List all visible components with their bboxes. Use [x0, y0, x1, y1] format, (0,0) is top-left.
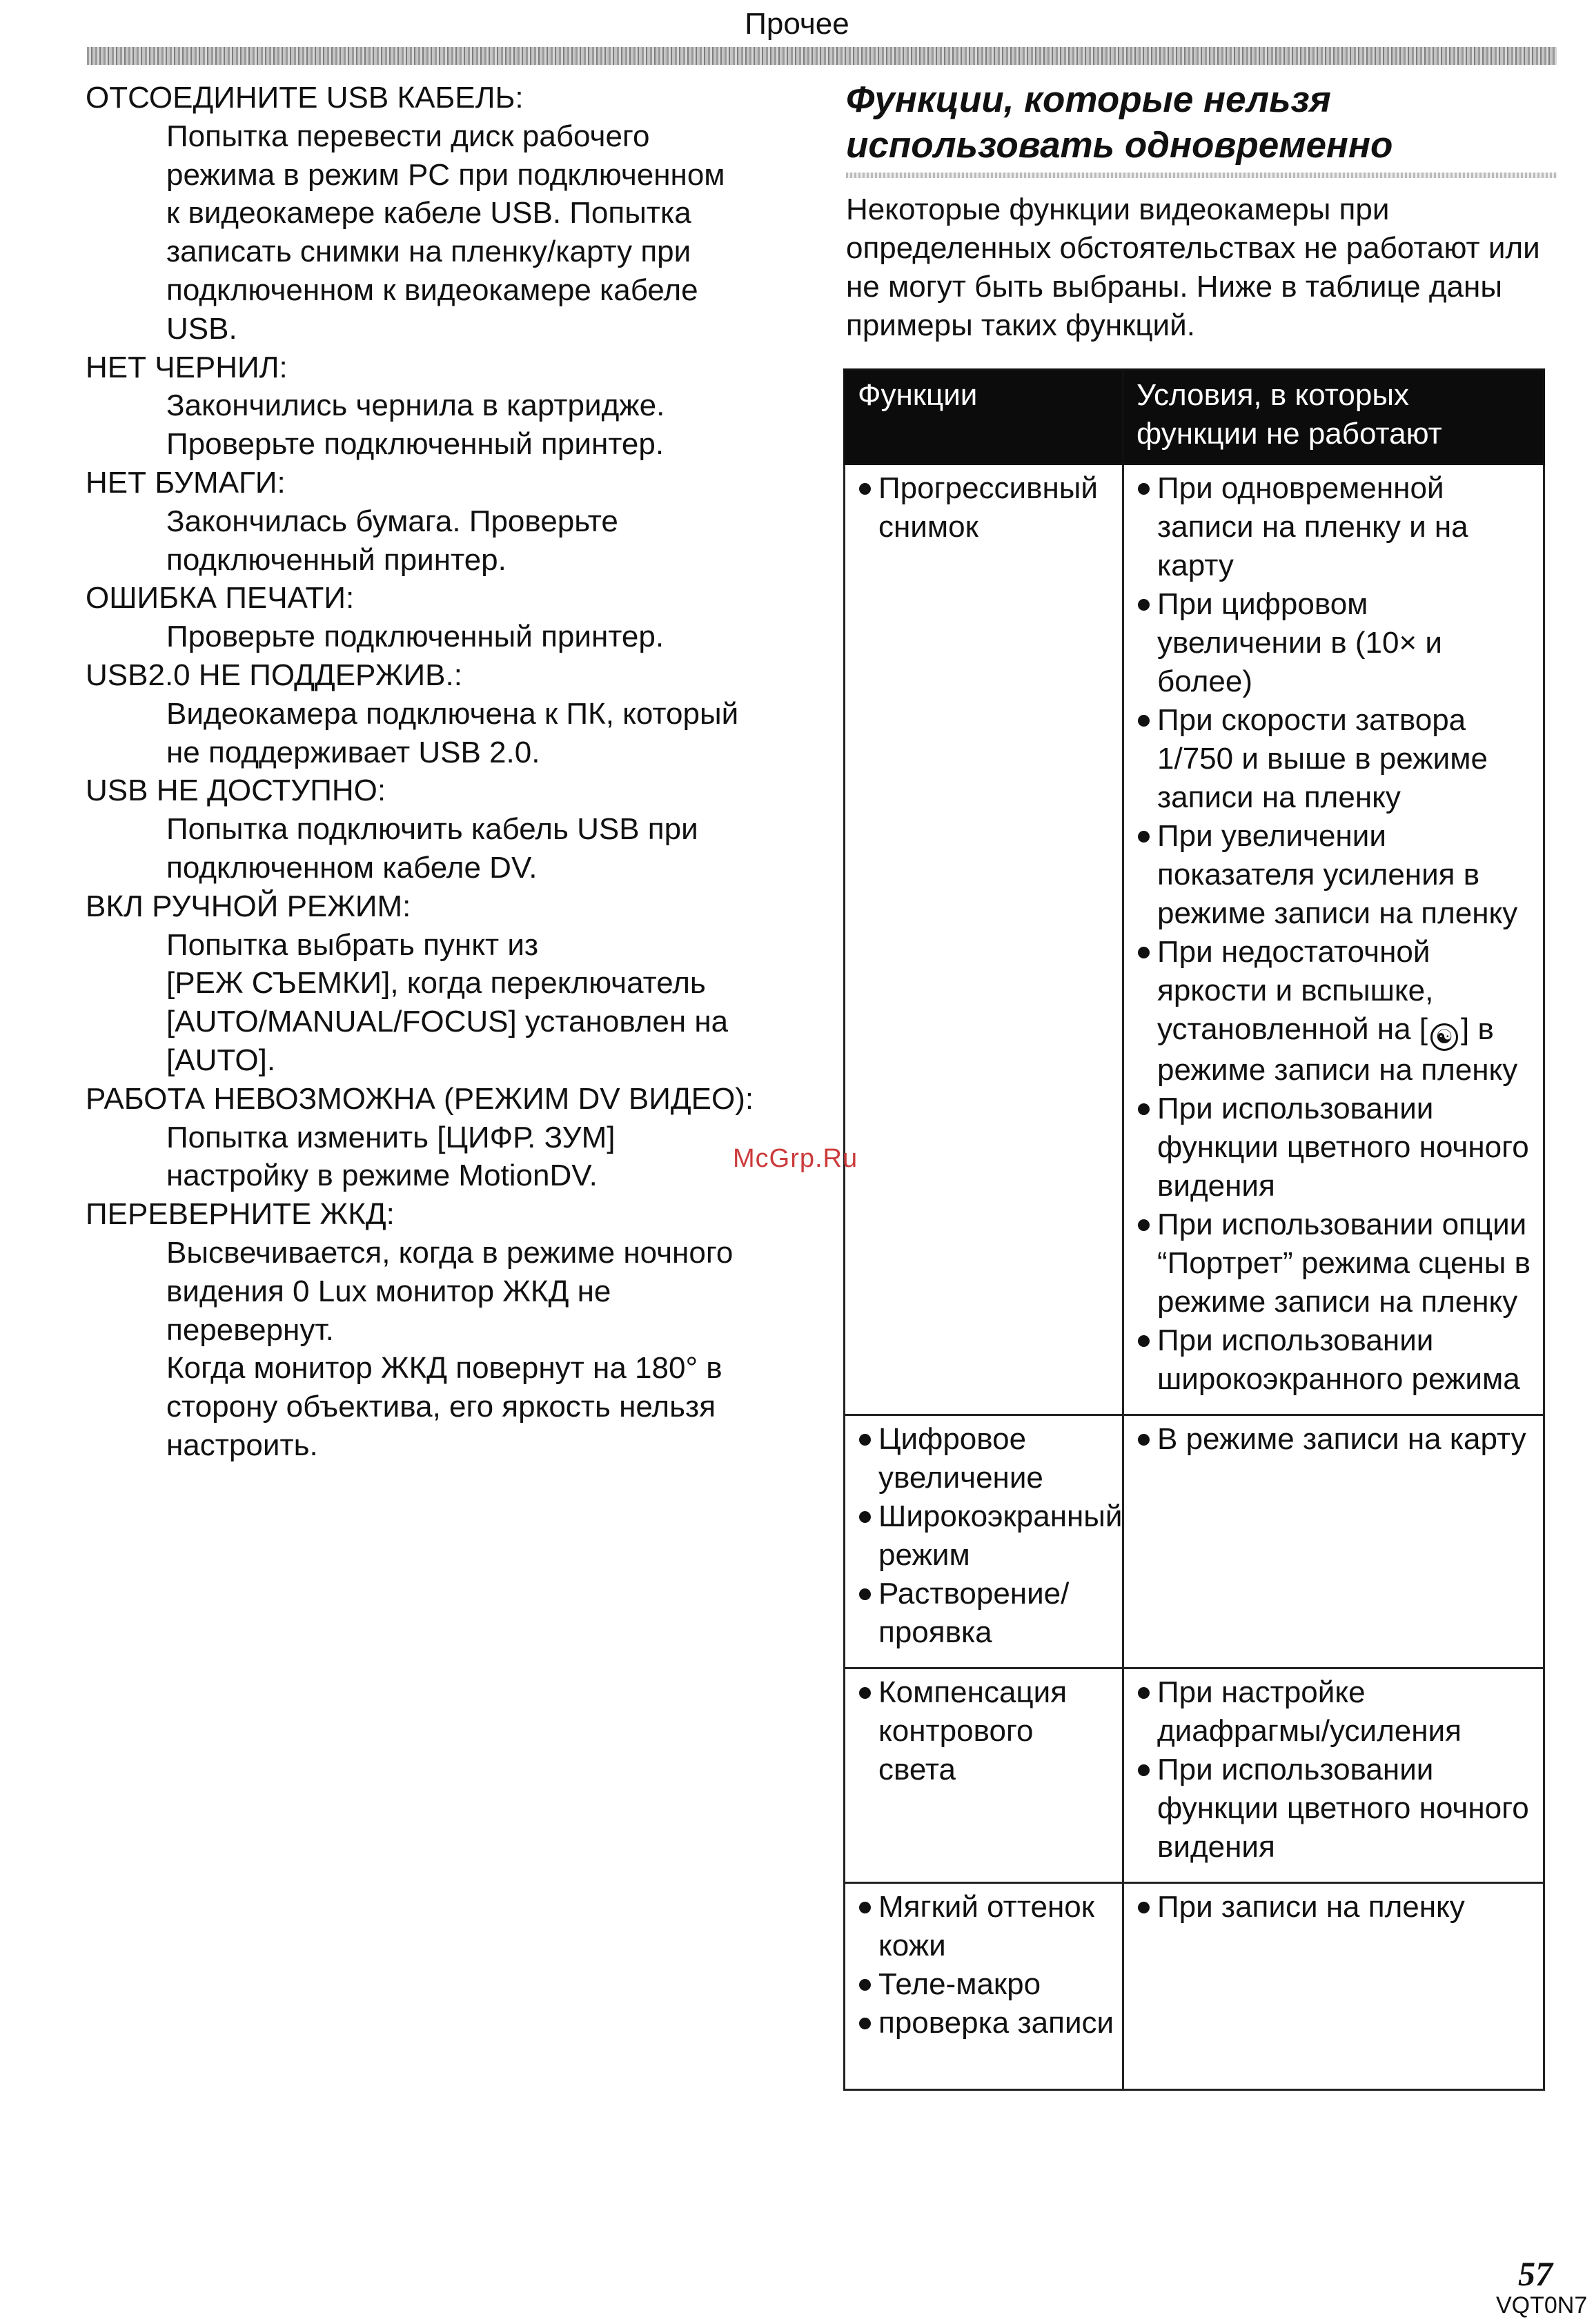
description-line: к видеокамере кабеле USB. Попытка [166, 196, 691, 230]
condition-item: При скорости затвора 1/750 и выше в режиме записи на пленку [1134, 701, 1536, 817]
description-line: Высвечивается, когда в режиме ночного [166, 1235, 734, 1270]
message-usb-unavailable [86, 771, 817, 887]
table-row [845, 1883, 1544, 2090]
message-description [166, 502, 817, 580]
conditions-cell [1123, 464, 1544, 1415]
functions-cell [845, 464, 1123, 1415]
header-conditions: Условия, в которых функции не работают [1123, 370, 1544, 464]
message-flip-lcd [86, 1195, 817, 1465]
description-line: не поддерживает USB 2.0. [166, 735, 540, 769]
description-line: Проверьте подключенный принтер. [166, 620, 665, 654]
description-line: подключенном кабеле DV. [166, 850, 538, 885]
function-item: Мягкий оттенок кожи [855, 1888, 1115, 1965]
section-title: Функции, которые нельзя использовать одновременно [846, 79, 1393, 166]
description-line: записать снимки на пленку/карту при [166, 235, 691, 269]
page-number: 57 [1518, 2254, 1553, 2293]
description-line: Когда монитор ЖКД повернут на 180° в [166, 1351, 722, 1386]
condition-item: При увеличении показателя усиления в режиме записи на пленку [1134, 817, 1536, 933]
message-description [166, 926, 817, 1080]
message-print-error [86, 579, 817, 656]
description-line: перевернут. [166, 1312, 334, 1347]
table-header-row [845, 370, 1544, 464]
functions-cell [845, 1668, 1123, 1883]
description-line: видения 0 Lux монитор ЖКД не [166, 1274, 611, 1308]
header-decorative-band [87, 47, 1557, 65]
message-usb2-unsupported [86, 656, 817, 771]
condition-item-flash [1134, 933, 1536, 1090]
message-title: USB2.0 НЕ ПОДДЕРЖИВ.: [86, 658, 462, 692]
message-operation-impossible [86, 1080, 817, 1195]
condition-text-tail: ] в режиме записи на пленку [1157, 1012, 1518, 1087]
condition-item: При цифровом увеличении в (10× и более) [1134, 585, 1536, 701]
condition-item: При использовании функции цветного ночного видения [1134, 1751, 1536, 1867]
site-watermark: McGrp.Ru [733, 1144, 858, 1173]
function-item: Цифровое увеличение [855, 1420, 1115, 1497]
table-row [845, 1415, 1544, 1668]
message-no-ink [86, 348, 817, 464]
description-line: Попытка выбрать пункт из [166, 927, 539, 962]
functions-cell [845, 1883, 1123, 2090]
description-line: сторону объектива, его яркость нельзя [166, 1390, 716, 1424]
condition-item: В режиме записи на карту [1134, 1420, 1536, 1459]
message-title: ОТСОЕДИНИТЕ USB КАБЕЛЬ: [86, 81, 524, 115]
table-row [845, 464, 1544, 1415]
message-description [166, 695, 817, 772]
condition-item: При использовании широкоэкранного режима [1134, 1321, 1536, 1399]
table-row [845, 1668, 1544, 1883]
section-title-rule [846, 173, 1557, 178]
function-conflict-table [843, 368, 1545, 2091]
function-item: Компенсация контрового света [855, 1673, 1115, 1789]
page-header-title: Прочее [745, 7, 849, 41]
message-title: НЕТ БУМАГИ: [86, 465, 286, 500]
message-title: ПЕРЕВЕРНИТЕ ЖКД: [86, 1197, 395, 1232]
document-code: VQT0N7 [1496, 2292, 1588, 2318]
description-line: Закончились чернила в картридже. [166, 388, 665, 423]
description-line: Закончилась бумага. Проверьте [166, 504, 618, 538]
conditions-cell [1123, 1668, 1544, 1883]
condition-item: При записи на пленку [1134, 1888, 1536, 1927]
message-description [166, 117, 817, 348]
message-description [166, 810, 817, 887]
condition-item: При использовании функции цветного ночного видения [1134, 1090, 1536, 1205]
function-item: проверка записи [855, 2004, 1115, 2042]
description-line: режима в режим PC при подключенном [166, 157, 725, 192]
message-usb-disconnect [86, 79, 817, 348]
message-title: РАБОТА НЕВОЗМОЖНА (РЕЖИМ DV ВИДЕО): [86, 1081, 754, 1116]
condition-text: При недостаточной яркости и вспышке, установленной на [ [1157, 935, 1434, 1046]
description-line: USB. [166, 311, 237, 346]
description-line: [AUTO]. [166, 1043, 276, 1077]
description-line: подключенный принтер. [166, 542, 506, 577]
condition-item: При использовании опции “Портрет” режима сцены в режиме записи на пленку [1134, 1205, 1536, 1321]
functions-cell [845, 1415, 1123, 1668]
function-item: Прогрессивный снимок [855, 469, 1115, 546]
description-line: Попытка перевести диск рабочего [166, 119, 650, 153]
description-line: [AUTO/MANUAL/FOCUS] установлен на [166, 1005, 729, 1039]
description-line: подключенном к видеокамере кабеле [166, 273, 698, 307]
description-line: настройку в режиме MotionDV. [166, 1159, 598, 1193]
message-manual-mode-on [86, 887, 817, 1080]
section-intro: Некоторые функции видеокамеры при определенных обстоятельствах не работают или не могут быть выбраны. Ниже в таблице даны примеры таких функций. [846, 193, 1540, 342]
description-line: [РЕЖ СЪЕМКИ], когда переключатель [166, 966, 706, 1001]
message-title: ВКЛ РУЧНОЙ РЕЖИМ: [86, 889, 411, 923]
error-message-list [86, 79, 817, 1465]
message-description [166, 618, 817, 656]
condition-item: При одновременной записи на пленку и на карту [1134, 469, 1536, 585]
header-functions: Функции [845, 370, 1123, 464]
night-scene-flash-icon: ☯ [1430, 1023, 1458, 1051]
message-no-paper [86, 464, 817, 579]
description-line: настроить. [166, 1428, 318, 1462]
function-item: Теле-макро [855, 1965, 1115, 2004]
description-line: Попытка изменить [ЦИФР. ЗУМ] [166, 1120, 616, 1154]
condition-item: При настройке диафрагмы/усиления [1134, 1673, 1536, 1751]
description-line: Видеокамера подключена к ПК, который [166, 696, 739, 731]
message-description [166, 386, 817, 464]
message-title: ОШИБКА ПЕЧАТИ: [86, 581, 355, 616]
function-item: Растворение/проявка [855, 1575, 1115, 1652]
conditions-cell [1123, 1883, 1544, 2090]
description-line: Попытка подключить кабель USB при [166, 812, 698, 847]
message-description [166, 1119, 817, 1196]
message-title: USB НЕ ДОСТУПНО: [86, 774, 386, 808]
message-description [166, 1234, 817, 1465]
function-item: Широкоэкранный режим [855, 1497, 1115, 1575]
message-title: НЕТ ЧЕРНИЛ: [86, 350, 288, 384]
conditions-cell [1123, 1415, 1544, 1668]
description-line: Проверьте подключенный принтер. [166, 427, 665, 462]
